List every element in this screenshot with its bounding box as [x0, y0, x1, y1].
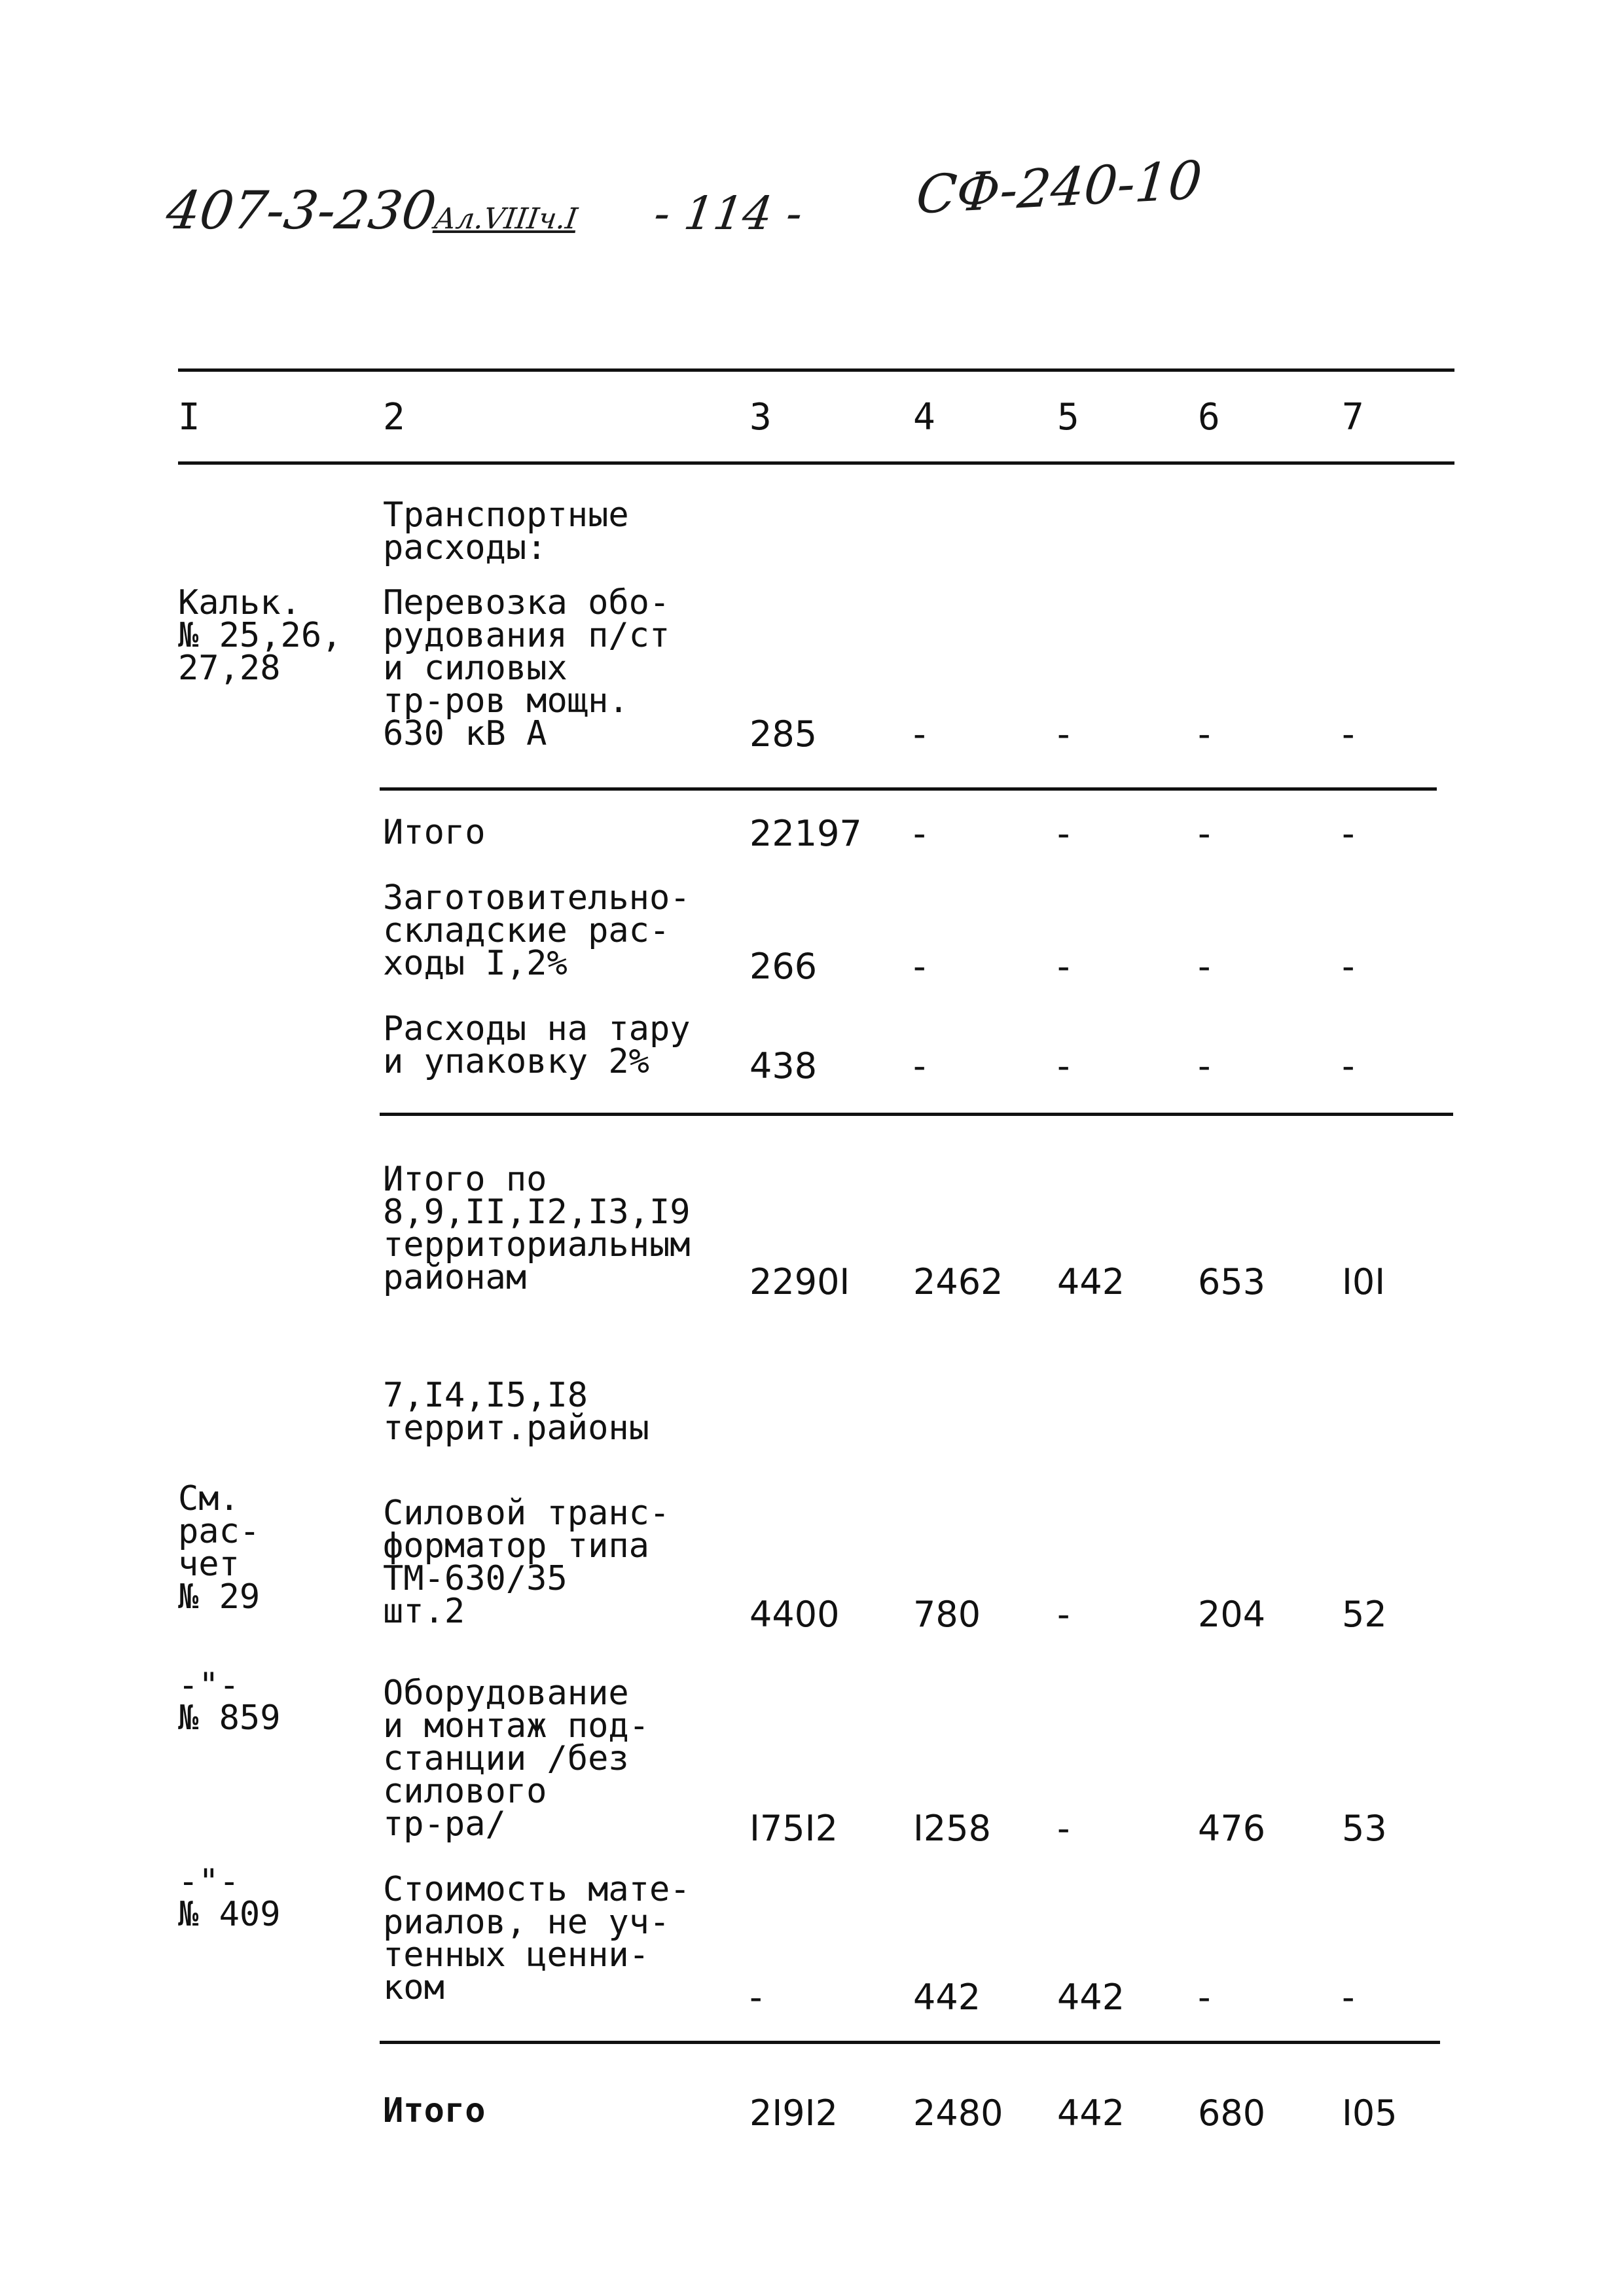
cell-col3: 266 — [749, 946, 818, 987]
cell-col5: - — [1057, 713, 1070, 755]
cell-col6: 653 — [1198, 1261, 1266, 1302]
document-code — [162, 180, 582, 241]
cell-col3: 438 — [749, 1045, 818, 1086]
row-name: Транспортные расходы: — [383, 495, 629, 567]
column-header-5: 5 — [1057, 396, 1079, 439]
cell-col3: 285 — [749, 713, 818, 755]
cell-col5: - — [1057, 813, 1070, 854]
cell-col5: - — [1057, 1594, 1070, 1635]
row-name: 7,I4,I5,I8 террит.районы — [383, 1376, 649, 1448]
cell-col5: - — [1057, 946, 1070, 987]
cell-col4: - — [913, 713, 926, 755]
cell-col6: 476 — [1198, 1808, 1266, 1849]
cell-col3: I75I2 — [749, 1808, 838, 1849]
row-reference: -"- № 409 — [178, 1862, 281, 1934]
column-header-2: 2 — [383, 396, 405, 439]
table-header-rule — [178, 461, 1454, 465]
column-header-3: 3 — [749, 396, 772, 439]
cell-col5: 442 — [1057, 2092, 1125, 2134]
cell-col6: 680 — [1198, 2092, 1266, 2134]
cell-col7: - — [1342, 1977, 1355, 2018]
cell-col7: - — [1342, 713, 1355, 755]
cell-col6: - — [1198, 946, 1211, 987]
row-reference: См. рас- чет № 29 — [178, 1479, 261, 1617]
row-reference: -"- № 859 — [178, 1666, 281, 1738]
column-header-6: 6 — [1198, 396, 1220, 439]
row-name: Перевозка обо- рудования п/ст и силовых тр-ров мощн. 630 кВ А — [383, 583, 670, 753]
row-divider — [380, 2041, 1440, 2044]
cell-col4: 2462 — [913, 1261, 1003, 1302]
row-divider — [380, 787, 1437, 791]
cell-col7: 52 — [1342, 1594, 1387, 1635]
row-name: Стоимость мате- риалов, не уч- тенных ценни- ком — [383, 1870, 691, 2007]
row-name-total: Итого — [383, 2091, 486, 2130]
cell-col6: - — [1198, 1977, 1211, 2018]
document-code-sub: Ал.VIIIч.I — [431, 202, 580, 236]
cell-col6: 204 — [1198, 1594, 1266, 1635]
cell-col7: I0I — [1342, 1261, 1386, 1302]
cell-col5: 442 — [1057, 1977, 1125, 2018]
row-reference: Кальк. № 25,26, 27,28 — [178, 583, 342, 688]
column-header-7: 7 — [1342, 396, 1364, 439]
cell-col3: 2I9I2 — [749, 2092, 838, 2134]
cell-col4: - — [913, 1045, 926, 1086]
cell-col5: 442 — [1057, 1261, 1125, 1302]
cell-col3: 22197 — [749, 813, 862, 854]
document-number: СФ-240-10 — [914, 149, 1204, 226]
cell-col4: 780 — [913, 1594, 981, 1635]
table-top-rule — [178, 368, 1454, 372]
cell-col4: - — [913, 813, 926, 854]
cell-col4: 442 — [913, 1977, 981, 2018]
row-name: Итого по 8,9,II,I2,I3,I9 территориальным районам — [383, 1160, 691, 1297]
cell-col7: I05 — [1342, 2092, 1398, 2134]
cell-col6: - — [1198, 713, 1211, 755]
cell-col7: - — [1342, 813, 1355, 854]
cell-col3: 2290I — [749, 1261, 850, 1302]
row-divider — [380, 1113, 1453, 1116]
cell-col4: 2480 — [913, 2092, 1003, 2134]
cell-col5: - — [1057, 1045, 1070, 1086]
cell-col3: - — [749, 1977, 763, 2018]
cell-col7: - — [1342, 946, 1355, 987]
cell-col7: 53 — [1342, 1808, 1387, 1849]
row-name: Силовой транс- форматор типа ТМ-630/35 шт.2 — [383, 1494, 670, 1631]
row-name: Расходы на тару и упаковку 2% — [383, 1009, 691, 1081]
column-header-4: 4 — [913, 396, 935, 439]
cell-col7: - — [1342, 1045, 1355, 1086]
cell-col6: - — [1198, 1045, 1211, 1086]
cell-col4: - — [913, 946, 926, 987]
row-name: Оборудование и монтаж под- станции /без силового тр-ра/ — [383, 1674, 649, 1844]
column-header-1: I — [178, 396, 200, 439]
cell-col6: - — [1198, 813, 1211, 854]
page-number: - 114 - — [651, 187, 806, 240]
document-code-main: 407-3-230 — [162, 180, 440, 241]
row-name: Заготовительно- складские рас- ходы I,2% — [383, 878, 691, 983]
cell-col3: 4400 — [749, 1594, 840, 1635]
row-name: Итого — [383, 813, 486, 852]
cell-col5: - — [1057, 1808, 1070, 1849]
cell-col4: I258 — [913, 1808, 991, 1849]
